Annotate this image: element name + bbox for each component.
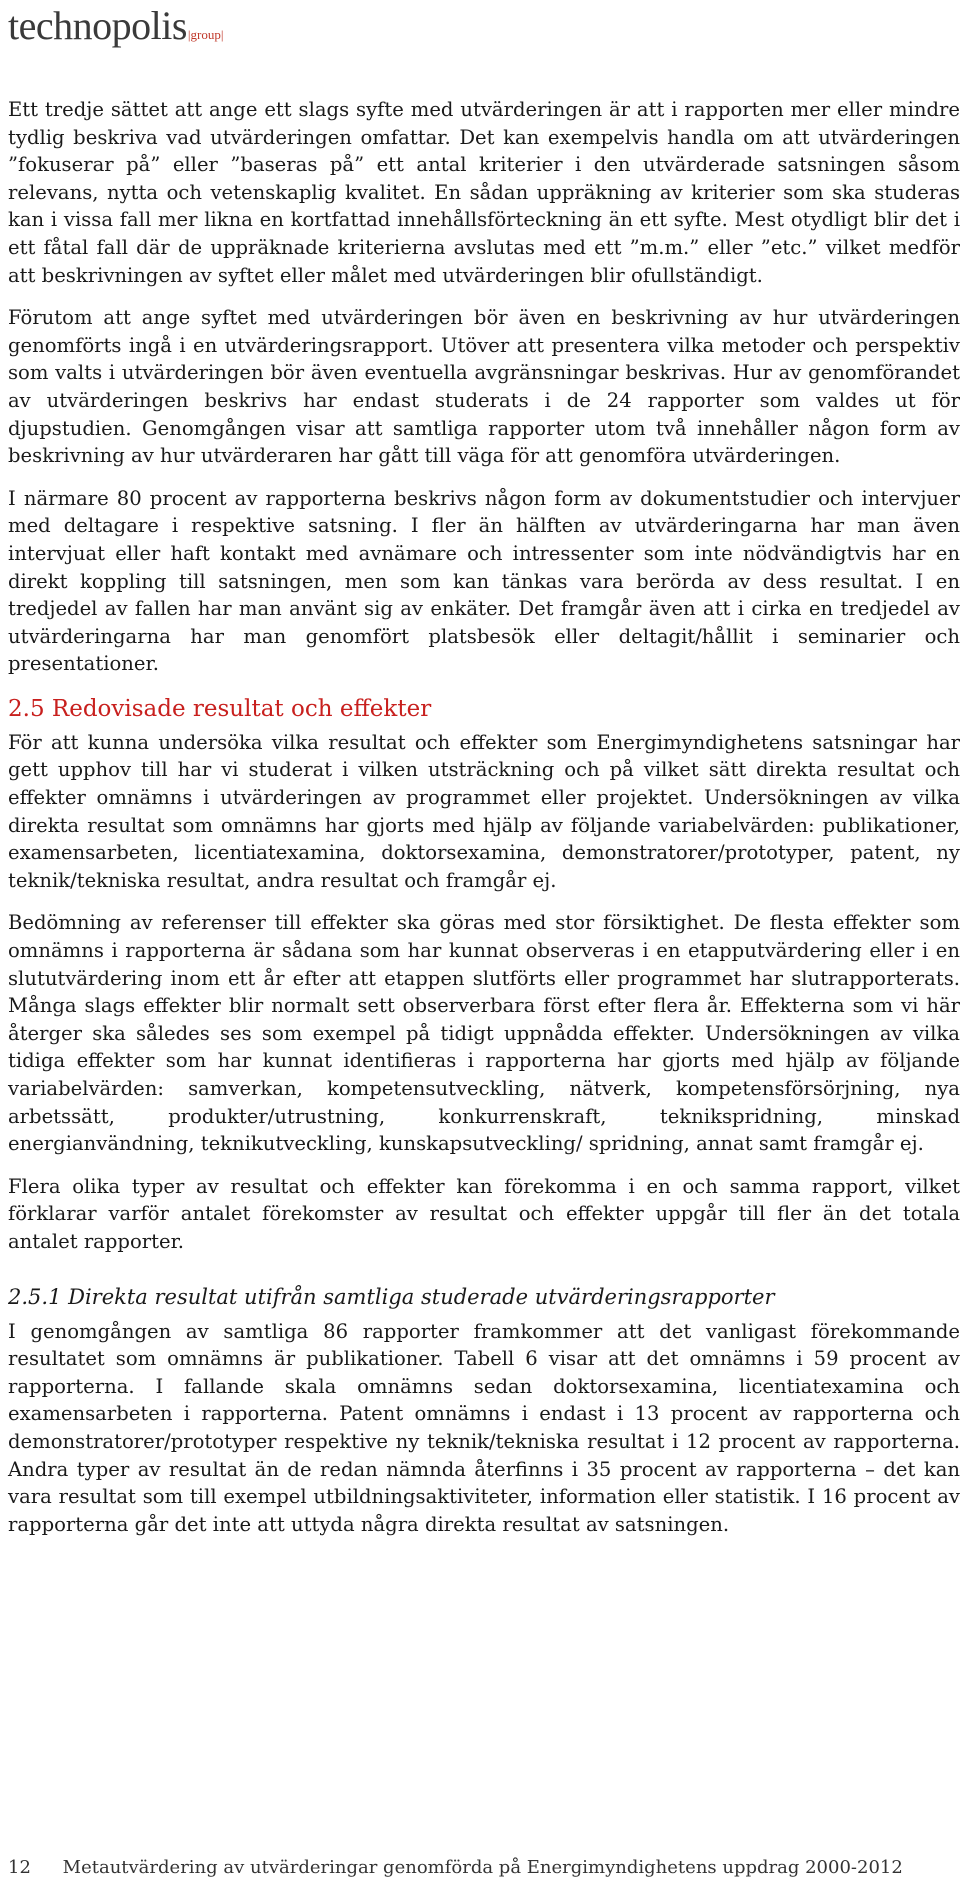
logo-wordmark: technopolis [8, 3, 187, 48]
section-heading-2-5: 2.5 Redovisade resultat och effekter [8, 695, 432, 722]
subsection-heading-2-5-1: 2.5.1 Direkta resultat utifrån samtliga studerade utvärderingsrapporter [8, 1284, 775, 1309]
paragraph-multiple-results: Flera olika typer av resultat och effekter kan förekomma i en och samma rapport, vilket förklarar varför antalet förekomster av resultat och effekter uppgår till fler än det totala antalet rapporter. [8, 1174, 960, 1253]
page-number: 12 [8, 1857, 31, 1878]
paragraph-direct-results: I genomgången av samtliga 86 rapporter framkommer att det vanligast förekommande resultatet som omnämns är publikationer. Tabell 6 visar att det omnämns i 59 procent av rapporterna. I fallande skala omnämns sedan doktorsexamina, licentiatexamina och examensarbeten i rapporterna. Patent omnämns i endast i 13 procent av rapporterna och demonstratorer/prototyper respektive ny teknik/tekniska resultat i 12 procent av rapporterna. Andra typer av resultat än de redan nämnda återfinns i 35 procent av rapporterna – det kan vara resultat som till exempel utbildningsaktiviteter, information eller statistik. I 16 procent av rapporterna går det inte att uttyda några direkta resultat av satsningen. [8, 1319, 960, 1536]
footer-document-title: Metautvärdering av utvärderingar genomförda på Energimyndighetens uppdrag 2000-2012 [62, 1857, 903, 1878]
technopolis-logo [8, 2, 223, 49]
logo-group-tag: |group| [187, 27, 224, 42]
paragraph-results-variables: För att kunna undersöka vilka resultat och effekter som Energimyndighetens satsningar har gett upphov till har vi studerat i vilken utsträckning och på vilket sätt direkta resultat och effekter omnämns i utvärderingen av programmet eller projektet. Undersökningen av vilka direkta resultat som omnämns har gjorts med hjälp av följande variabelvärden: publikationer, examensarbeten, licentiatexamina, doktorsexamina, demonstratorer/prototyper, patent, ny teknik/tekniska resultat, andra resultat och framgår ej. [8, 730, 960, 892]
page-footer [8, 1857, 903, 1878]
paragraph-data-collection: I närmare 80 procent av rapporterna beskrivs någon form av dokumentstudier och intervjuer med deltagare i respektive satsning. I fler än hälften av utvärderingarna har man även intervjuat eller haft kontakt med avnämare och intressenter som inte nödvändigtvis har en direkt koppling till satsningen, men som kan tänkas vara berörda av dess resultat. I en tredjedel av fallen har man använt sig av enkäter. Det framgår även att i cirka en tredjedel av utvärderingarna har man genomfört platsbesök eller deltagit/hållit i seminarier och presentationer. [8, 486, 960, 676]
document-body [8, 96, 960, 1553]
paragraph-purpose-scope: Ett tredje sättet att ange ett slags syfte med utvärderingen är att i rapporten mer eller mindre tydlig beskriva vad utvärderingen omfattar. Det kan exempelvis handla om att utvärderingen ”fokuserar på” eller ”baseras på” ett antal kriterier i den utvärderade satsningen såsom relevans, nytta och vetenskaplig kvalitet. En sådan uppräkning av kriterier som ska studeras kan i vissa fall mer likna en kortfattad innehållsförteckning än ett syfte. Mest otydligt blir det i ett fåtal fall där de uppräknade kriterierna avslutas med ett ”m.m.” eller ”etc.” vilket medför att beskrivningen av syftet eller målet med utvärderingen blir ofullständigt. [8, 98, 960, 287]
paragraph-effects-assessment: Bedömning av referenser till effekter ska göras med stor försiktighet. De flesta effekter som omnämns i rapporterna är sådana som har kunnat observeras i en etapputvärdering eller i en slututvärdering inom ett år efter att etappen slutförts eller programmet har slutrapporterats. Många slags effekter blir normalt sett observerbara först efter flera år. Effekterna som vi här återger ska således ses som exempel på tidigt uppnådda effekter. Undersökningen av vilka tidiga effekter som har kunnat identifieras i rapporterna har gjorts med hjälp av följande variabelvärden: samverkan, kompetensutveckling, nätverk, kompetensförsörjning, nya arbetssätt, produkter/utrustning, konkurrenskraft, teknikspridning, minskad energianvändning, teknikutveckling, kunskapsutveckling/ spridning, annat samt framgår ej. [8, 911, 960, 1156]
paragraph-method-description: Förutom att ange syftet med utvärderingen bör även en beskrivning av hur utvärderingen genomförts ingå i en utvärderingsrapport. Utöver att presentera vilka metoder och perspektiv som valts i utvärderingen bör även eventuella avgränsningar beskrivas. Hur av genomförandet av utvärderingen beskrivs har endast studerats i de 24 rapporter som valdes ut för djupstudien. Genomgången visar att samtliga rapporter utom två innehåller någon form av beskrivning av hur utvärderaren har gått till väga för att genomföra utvärderingen. [8, 306, 960, 468]
